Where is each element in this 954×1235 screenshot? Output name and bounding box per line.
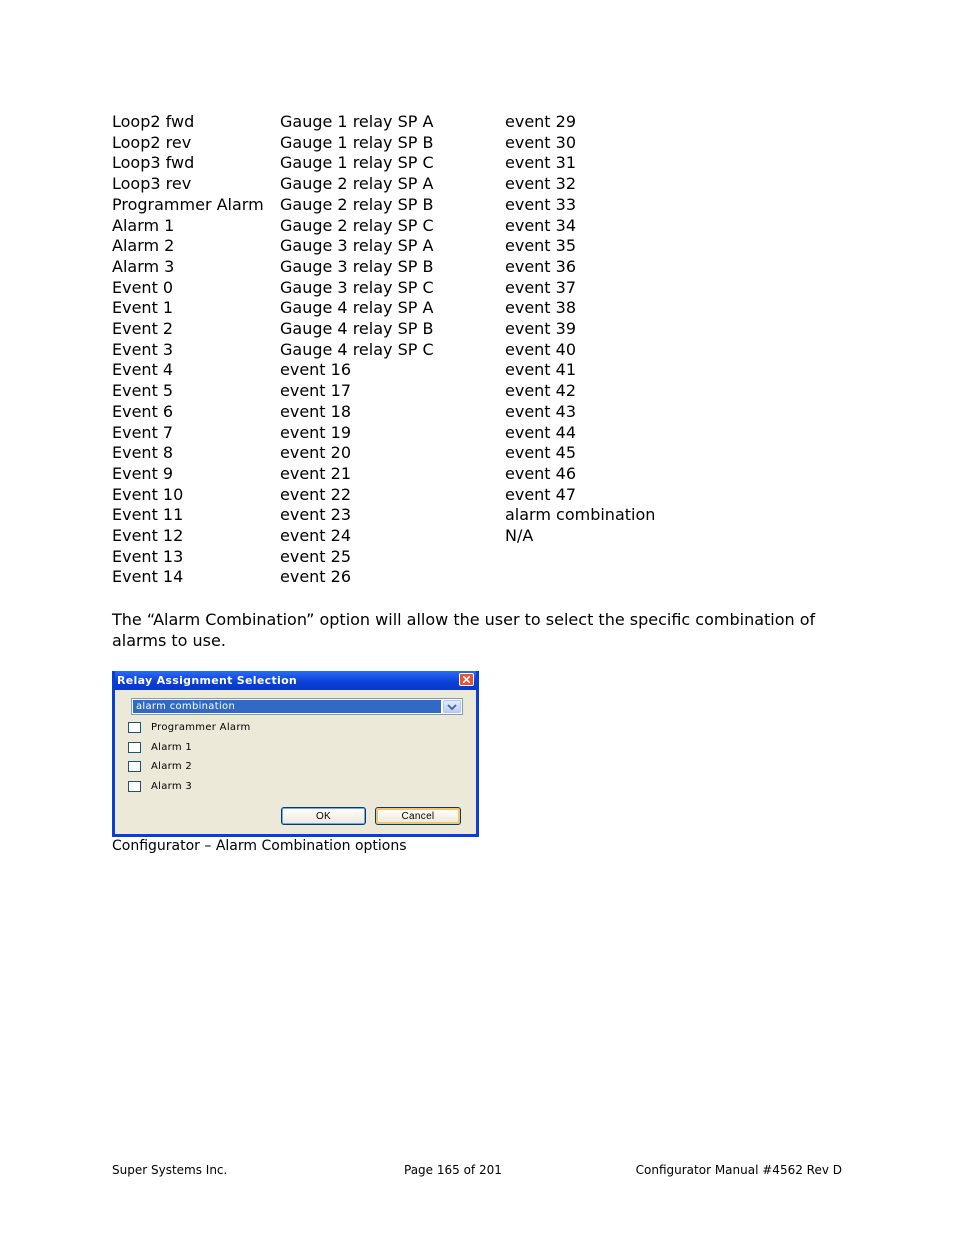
checkbox-alarm-2[interactable] <box>128 761 141 772</box>
table-cell: event 30 <box>505 132 577 152</box>
table-cell: Event 5 <box>112 381 174 401</box>
table-cell: event 45 <box>505 443 577 463</box>
table-cell: event 31 <box>505 153 577 173</box>
table-cell: event 25 <box>280 546 352 566</box>
table-column-3 <box>505 112 655 547</box>
table-cell: event 18 <box>280 401 352 421</box>
table-cell: event 37 <box>505 277 577 297</box>
table-cell: Event 2 <box>112 319 174 339</box>
table-cell: event 29 <box>505 112 577 131</box>
table-cell: Event 14 <box>112 567 184 587</box>
table-cell: event 44 <box>505 422 577 442</box>
relay-assignment-dialog <box>112 671 479 837</box>
checkbox-label: Alarm 2 <box>151 761 193 772</box>
table-cell: Event 0 <box>112 277 174 297</box>
table-cell: event 20 <box>280 443 352 463</box>
table-cell: Gauge 1 relay SP B <box>280 132 434 152</box>
checkbox-programmer-alarm[interactable] <box>128 722 141 733</box>
table-cell: Alarm 1 <box>112 215 175 235</box>
table-cell: Event 10 <box>112 484 184 504</box>
table-cell: event 19 <box>280 422 352 442</box>
table-cell: Gauge 4 relay SP C <box>280 339 434 359</box>
table-cell: Gauge 3 relay SP A <box>280 236 434 256</box>
table-cell: event 24 <box>280 526 352 546</box>
ok-button[interactable]: OK <box>281 807 366 825</box>
table-column-2 <box>280 112 434 588</box>
table-cell: event 47 <box>505 484 577 504</box>
footer-company: Super Systems Inc. <box>112 1163 228 1177</box>
table-cell: Gauge 2 relay SP C <box>280 215 434 235</box>
table-cell: event 36 <box>505 256 577 276</box>
table-cell: event 22 <box>280 484 352 504</box>
table-cell: Event 7 <box>112 422 174 442</box>
table-cell: Gauge 3 relay SP C <box>280 277 434 297</box>
close-button[interactable] <box>459 673 474 686</box>
table-cell: event 32 <box>505 174 577 194</box>
table-cell: event 33 <box>505 194 577 214</box>
table-cell: Alarm 3 <box>112 256 175 276</box>
table-cell: Gauge 3 relay SP B <box>280 256 434 276</box>
table-cell: Gauge 4 relay SP B <box>280 319 434 339</box>
checkbox-alarm-3[interactable] <box>128 781 141 792</box>
table-cell: Event 8 <box>112 443 174 463</box>
table-cell: Event 12 <box>112 526 184 546</box>
footer-page-number: Page 165 of 201 <box>404 1163 502 1177</box>
table-cell: Programmer Alarm <box>112 194 264 214</box>
table-cell: Event 11 <box>112 505 184 525</box>
table-cell: N/A <box>505 526 534 546</box>
table-cell: event 34 <box>505 215 577 235</box>
table-cell: event 35 <box>505 236 577 256</box>
chevron-down-icon <box>447 703 457 711</box>
table-cell: event 39 <box>505 319 577 339</box>
table-cell: Event 1 <box>112 298 174 318</box>
table-cell: Loop3 rev <box>112 174 192 194</box>
table-cell: event 46 <box>505 463 577 483</box>
checkbox-label: Alarm 1 <box>151 742 193 753</box>
table-cell: event 40 <box>505 339 577 359</box>
figure-caption: Configurator – Alarm Combination options <box>112 838 407 854</box>
checkbox-label: Alarm 3 <box>151 781 193 792</box>
table-cell: Event 6 <box>112 401 174 421</box>
table-cell: event 16 <box>280 360 352 380</box>
body-paragraph: The “Alarm Combination” option will allow the user to select the specific combination of alarms to use. <box>112 610 816 650</box>
checkbox-label: Programmer Alarm <box>151 722 251 733</box>
table-cell: event 41 <box>505 360 577 380</box>
table-cell: Gauge 4 relay SP A <box>280 298 434 318</box>
table-cell: Gauge 2 relay SP B <box>280 194 434 214</box>
dialog-title: Relay Assignment Selection <box>117 674 298 687</box>
table-cell: Loop2 fwd <box>112 112 195 131</box>
table-cell: event 26 <box>280 567 352 587</box>
table-cell: Gauge 1 relay SP A <box>280 112 434 131</box>
table-cell: Gauge 1 relay SP C <box>280 153 434 173</box>
table-cell: event 17 <box>280 381 352 401</box>
table-cell: Event 9 <box>112 463 174 483</box>
dropdown-arrow-button[interactable] <box>443 700 461 713</box>
table-cell: Event 13 <box>112 546 184 566</box>
footer-manual-id: Configurator Manual #4562 Rev D <box>635 1163 842 1177</box>
checkbox-alarm-1[interactable] <box>128 742 141 753</box>
dialog-body <box>115 690 476 834</box>
close-icon <box>463 676 470 683</box>
table-cell: Event 3 <box>112 339 174 359</box>
table-cell: Loop3 fwd <box>112 153 195 173</box>
table-cell: event 23 <box>280 505 352 525</box>
table-cell: Event 4 <box>112 360 174 380</box>
table-cell: Alarm 2 <box>112 236 175 256</box>
table-cell: alarm combination <box>505 505 656 525</box>
table-cell: event 43 <box>505 401 577 421</box>
cancel-button[interactable]: Cancel <box>375 807 461 825</box>
table-cell: event 38 <box>505 298 577 318</box>
table-column-1 <box>112 112 264 588</box>
table-cell: event 42 <box>505 381 577 401</box>
table-cell: event 21 <box>280 463 352 483</box>
table-cell: Loop2 rev <box>112 132 192 152</box>
dialog-titlebar <box>115 671 476 690</box>
dropdown-selected-value: alarm combination <box>133 700 441 713</box>
table-cell: Gauge 2 relay SP A <box>280 174 434 194</box>
relay-assignment-dropdown[interactable] <box>131 698 463 715</box>
